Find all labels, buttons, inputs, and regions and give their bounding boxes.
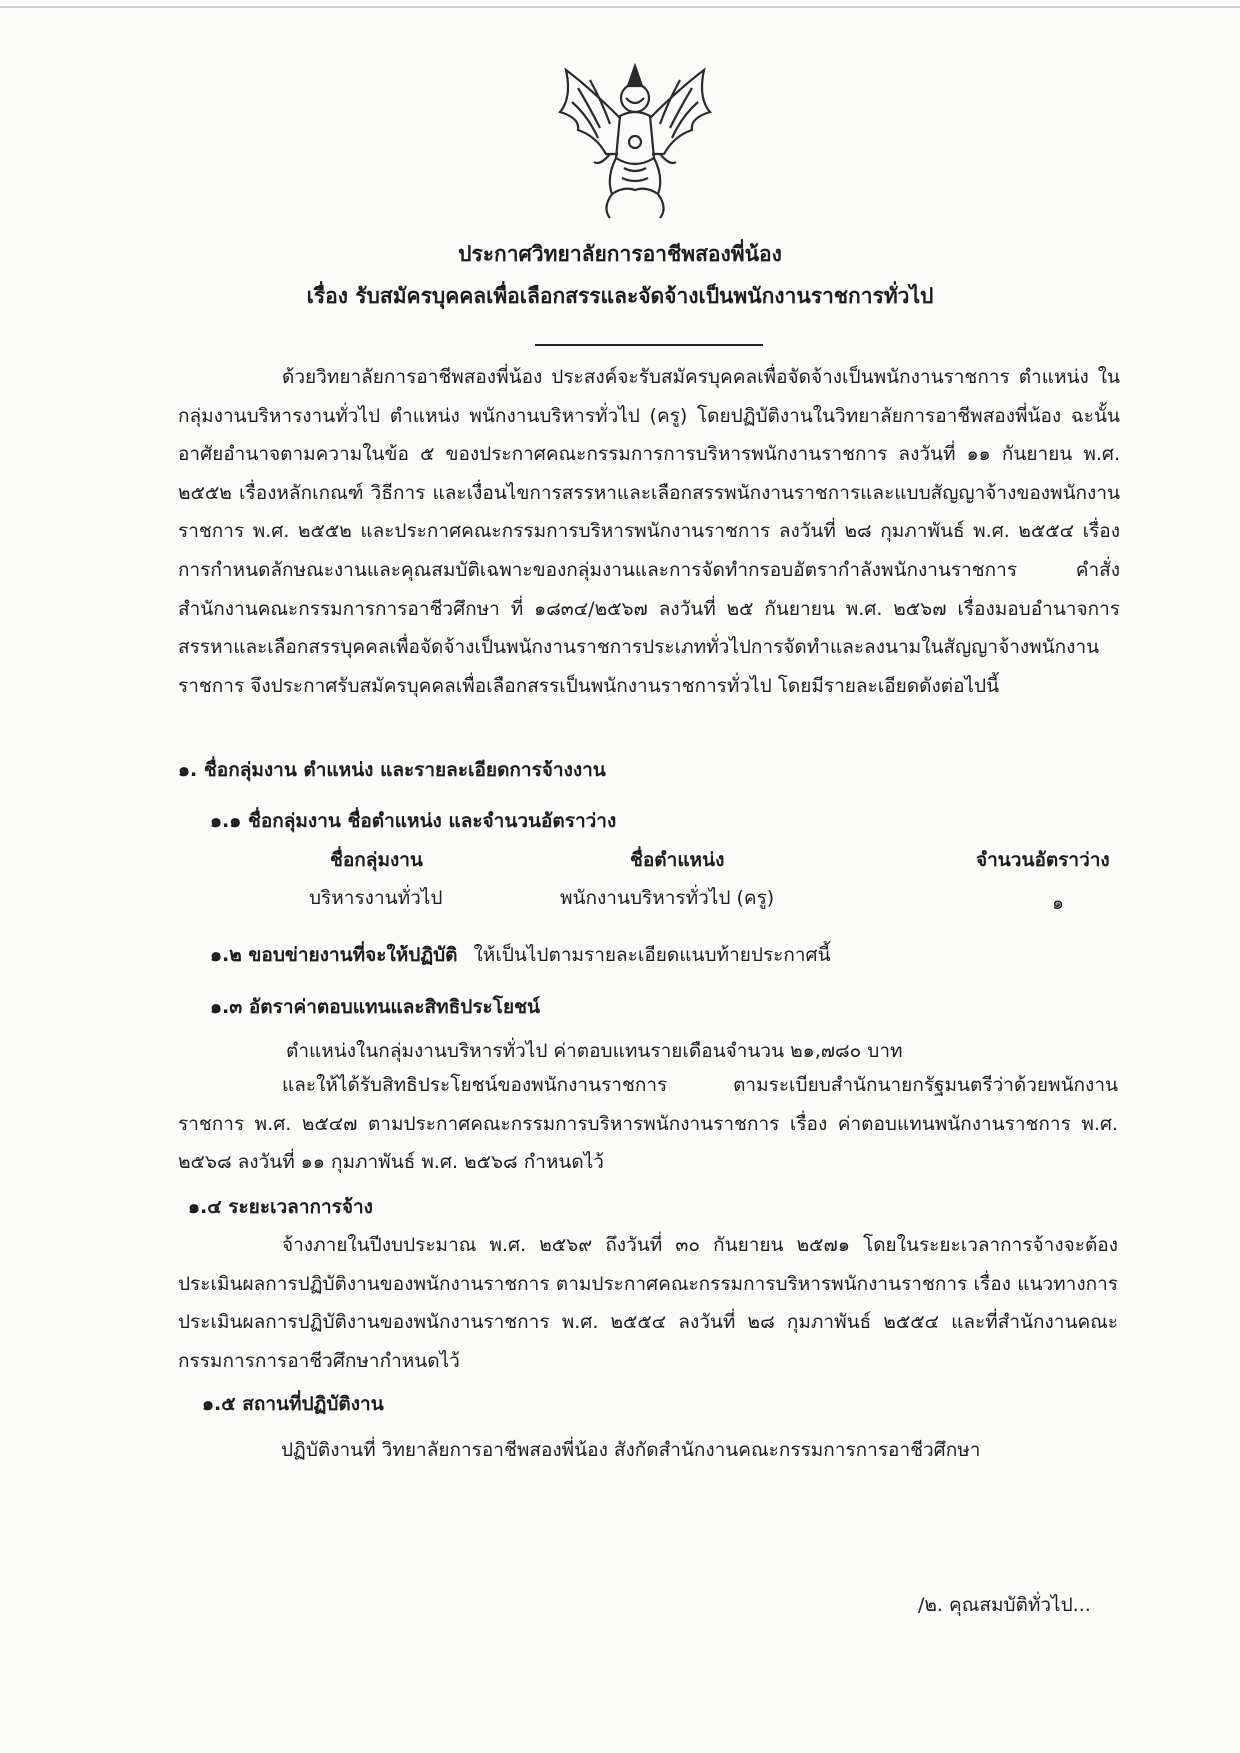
cell-group: บริหารงานทั่วไป: [309, 887, 443, 909]
scan-edge: [0, 6, 1240, 8]
section15-heading: ๑.๕ สถานที่ปฏิบัติงาน: [202, 1393, 384, 1415]
section13-paragraph: และให้ได้รับสิทธิประโยชน์ของพนักงานราชการ ตามระเบียบสำนักนายกรัฐมนตรีว่าด้วยพนักงานราชการ พ.ศ. ๒๕๔๗ ตามประกาศคณะกรรมการบริหารพนักงานราชการ เรื่อง ค่าตอบแทนพนักงานราชการ พ.ศ. ๒๕๖๘ ลงวันที่ ๑๑ กุมภาพันธ์ พ.ศ. ๒๕๖๘ กำหนดไว้: [178, 1074, 1118, 1174]
section1-heading: ๑. ชื่อกลุ่มงาน ตำแหน่ง และรายละเอียดการจ้างงาน: [178, 759, 606, 781]
cell-vacancies: ๑: [1052, 892, 1065, 914]
section14-paragraph: จ้างภายในปีงบประมาณ พ.ศ. ๒๕๖๙ ถึงวันที่ ๓๐ กันยายน ๒๕๗๑ โดยในระยะเวลาการจ้างจะต้องประเมินผลการปฏิบัติงานของพนักงานราชการ ตามประกาศคณะกรรมการบริหารพนักงานราชการ เรื่อง แนวทางการประเมินผลการปฏิบัติงานของพนักงานราชการ พ.ศ. ๒๕๕๔ ลงวันที่ ๒๘ กุมภาพันธ์ ๒๕๕๔ และที่สำนักงานคณะกรรมการการอาชีวศึกษากำหนดไว้: [178, 1234, 1118, 1372]
document-title: ประกาศวิทยาลัยการอาชีพสองพี่น้อง: [458, 242, 782, 266]
col-header-group: ชื่อกลุ่มงาน: [330, 849, 423, 871]
document-subject: เรื่อง รับสมัครบุคคลเพื่อเลือกสรรและจัดจ้างเป็นพนักงานราชการทั่วไป: [306, 284, 934, 308]
section12-heading: ๑.๒ ขอบข่ายงานที่จะให้ปฏิบัติ: [210, 944, 458, 966]
section15-text: ปฏิบัติงานที่ วิทยาลัยการอาชีพสองพี่น้อง สังกัดสำนักงานคณะกรรมการการอาชีวศึกษา: [281, 1439, 981, 1461]
section11-heading: ๑.๑ ชื่อกลุ่มงาน ชื่อตำแหน่ง และจำนวนอัตราว่าง: [210, 810, 617, 832]
section14-heading: ๑.๔ ระยะเวลาการจ้าง: [188, 1196, 373, 1218]
section13-heading: ๑.๓ อัตราค่าตอบแทนและสิทธิประโยชน์: [210, 996, 540, 1018]
col-header-vacancies: จำนวนอัตราว่าง: [976, 849, 1110, 871]
intro-paragraph: ด้วยวิทยาลัยการอาชีพสองพี่น้อง ประสงค์จะรับสมัครบุคคลเพื่อจัดจ้างเป็นพนักงานราชการ ตำแหน่ง ในกลุ่มงานบริหารงานทั่วไป ตำแหน่ง พนักงานบริหารทั่วไป (ครู) โดยปฏิบัติงานในวิทยาลัยการอาชีพสองพี่น้อง ฉะนั้นอาศัยอำนาจตามความในข้อ ๕ ของประกาศคณะกรรมการการบริหารพนักงานราชการ ลงวันที่ ๑๑ กันยายน พ.ศ. ๒๕๕๒ เรื่องหลักเกณฑ์ วิธีการ และเงื่อนไขการสรรหาและเลือกสรรพนักงานราชการและแบบสัญญาจ้างของพนักงานราชการ พ.ศ. ๒๕๕๒ และประกาศคณะกรรมการบริหารพนักงานราชการ ลงวันที่ ๒๘ กุมภาพันธ์ พ.ศ. ๒๕๕๔ เรื่อง การกำหนดลักษณะงานและคุณสมบัติเฉพาะของกลุ่มงานและการจัดทำกรอบอัตรากำลังพนักงานราชการ คำสั่งสำนักงานคณะกรรมการการอาชีวศึกษา ที่ ๑๘๓๔/๒๕๖๗ ลงวันที่ ๒๕ กันยายน พ.ศ. ๒๕๖๗ เรื่องมอบอำนาจการสรรหาและเลือกสรรบุคคลเพื่อจัดจ้างเป็นพนักงานราชการประเภททั่วไปการจัดทำและลงนามในสัญญาจ้างพนักงานราชการ จึงประกาศรับสมัครบุคคลเพื่อเลือกสรรเป็นพนักงานราชการทั่วไป โดยมีรายละเอียดดังต่อไปนี้: [178, 366, 1120, 697]
garuda-emblem-icon: [550, 58, 720, 228]
section13-block: [178, 1066, 1118, 1182]
section12-text: ให้เป็นไปตามรายละเอียดแนบท้ายประกาศนี้: [473, 944, 831, 966]
section12-line: [210, 940, 831, 970]
intro-block: [178, 358, 1120, 705]
col-header-position: ชื่อตำแหน่ง: [630, 849, 725, 871]
section13-salary-line: ตำแหน่งในกลุ่มงานบริหารทั่วไป ค่าตอบแทนรายเดือนจำนวน ๒๑,๗๘๐ บาท: [286, 1040, 903, 1062]
cell-position: พนักงานบริหารทั่วไป (ครู): [560, 887, 775, 909]
title-underline: [535, 344, 763, 346]
section14-block: [178, 1226, 1118, 1380]
next-page-reference: /๒. คุณสมบัติทั่วไป...: [918, 1594, 1091, 1616]
